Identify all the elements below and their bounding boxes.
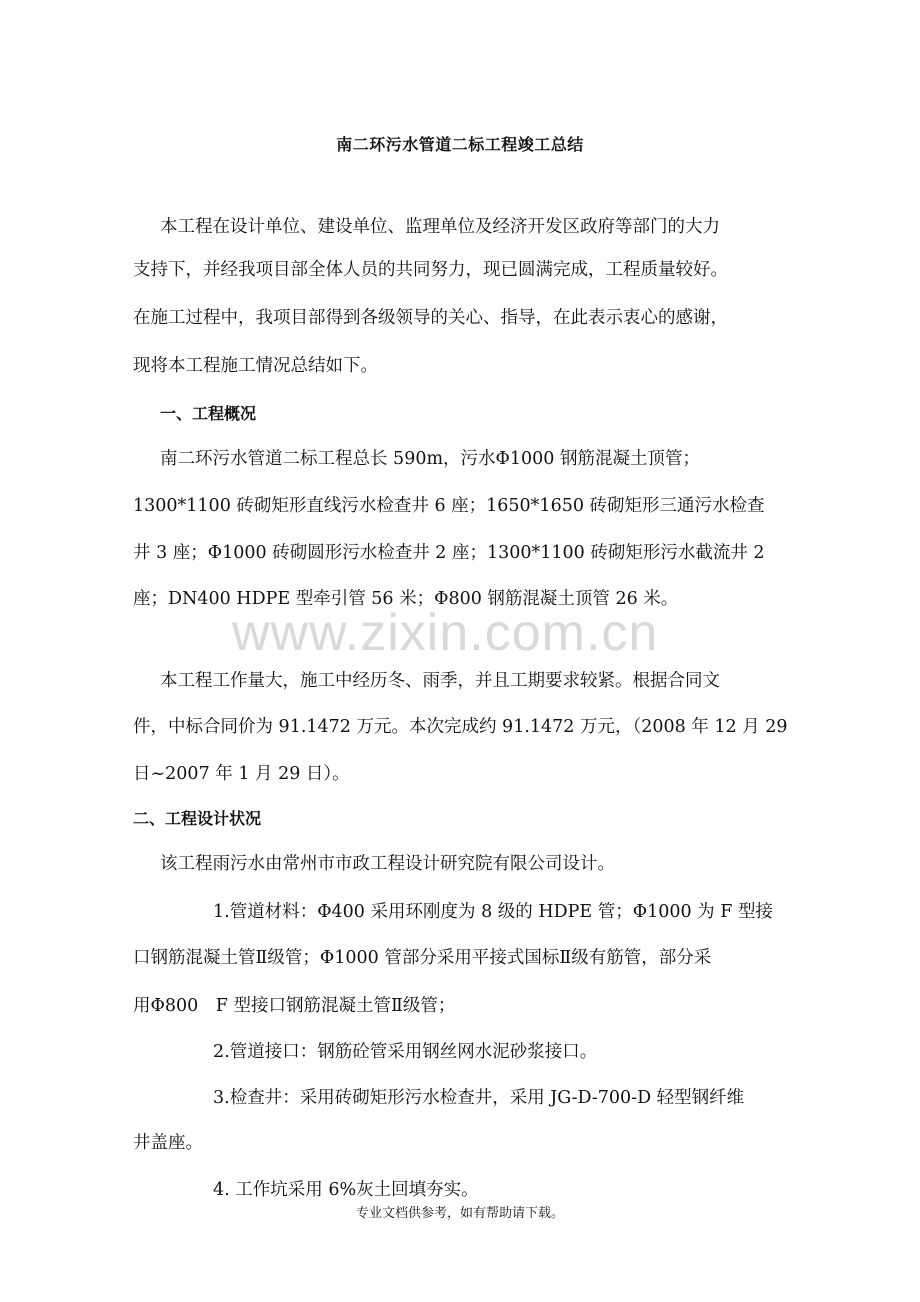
overview-line-2: 1300*1100 砖砌矩形直线污水检查井 6 座；1650*1650 砖砌矩形三通污水检查: [133, 496, 765, 516]
item-1-line-1: 1.管道材料：Φ400 采用环刚度为 8 级的 HDPE 管；Φ1000 为 F 型接: [213, 902, 773, 922]
overview-line-3: 井 3 座；Φ1000 砖砌圆形污水检查井 2 座；1300*1100 砖砌矩形污水截流井 2: [133, 543, 765, 563]
item-3-line-2: 井盖座。: [133, 1133, 203, 1153]
intro-line-2: 支持下，并经我项目部全体人员的共同努力，现已圆满完成，工程质量较好。: [133, 260, 728, 280]
item-4-line: 4. 工作坑采用 6%灰土回填夯实。: [213, 1180, 479, 1200]
item-1-line-2: 口钢筋混凝土管Ⅱ级管；Φ1000 管部分采用平接式国标Ⅱ级有筋管，部分采: [133, 948, 712, 968]
item-1-line-3: 用Φ800 F 型接口钢筋混凝土管Ⅱ级管；: [133, 996, 456, 1016]
workload-line-3: 日~2007 年 1 月 29 日）。: [133, 764, 350, 784]
section-1-heading: 一、工程概况: [160, 404, 257, 423]
overview-line-4: 座；DN400 HDPE 型牵引管 56 米；Φ800 钢筋混凝土顶管 26 米。: [133, 589, 679, 609]
item-3-line-1: 3.检查井：采用砖砌矩形污水检查井，采用 JG-D-700-D 轻型钢纤维: [213, 1088, 745, 1108]
intro-line-1: 本工程在设计单位、建设单位、监理单位及经济开发区政府等部门的大力: [160, 217, 720, 237]
section-2-heading: 二、工程设计状况: [133, 809, 262, 828]
item-2-line: 2.管道接口：钢筋砼管采用钢丝网水泥砂浆接口。: [213, 1042, 598, 1062]
workload-line-2: 件，中标合同价为 91.1472 万元。本次完成约 91.1472 万元，（2008 年 12 月 29: [133, 717, 788, 737]
page-footer: 专业文档供参考，如有帮助请下载。: [355, 1206, 564, 1221]
watermark: www.zixin.com.cn: [232, 604, 659, 662]
intro-line-4: 现将本工程施工情况总结如下。: [133, 356, 378, 376]
intro-line-3: 在施工过程中，我项目部得到各级领导的关心、指导，在此表示衷心的感谢，: [133, 308, 728, 328]
page-title: 南二环污水管道二标工程竣工总结: [336, 135, 584, 154]
workload-line-1: 本工程工作量大，施工中经历冬、雨季，并且工期要求较紧。根据合同文: [160, 671, 720, 691]
overview-line-1: 南二环污水管道二标工程总长 590m，污水Φ1000 钢筋混凝土顶管；: [160, 449, 701, 469]
design-line: 该工程雨污水由常州市市政工程设计研究院有限公司设计。: [160, 854, 615, 874]
